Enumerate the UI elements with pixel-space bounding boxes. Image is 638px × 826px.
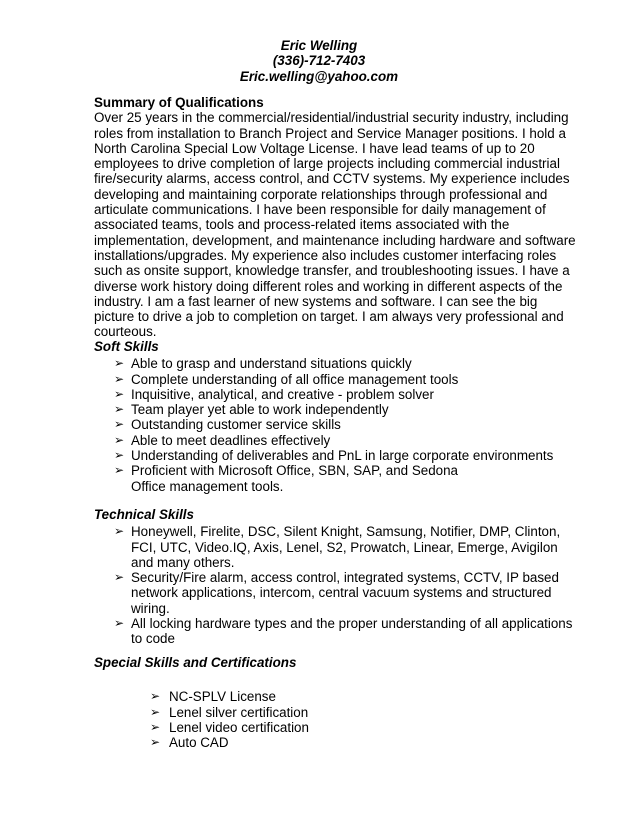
special-skills-section <box>94 655 564 750</box>
summary-line: associated teams, tools and process-related items associated with the <box>94 217 510 233</box>
list-item <box>94 463 564 494</box>
summary-line: North Carolina Special Low Voltage License. I have lead teams of up to 20 <box>94 140 535 156</box>
arrow-bullet-icon: ➢ <box>150 735 161 750</box>
summary-line: developing and maintaining corporate relationships through professional and <box>94 186 548 202</box>
arrow-bullet-icon: ➢ <box>150 719 161 734</box>
arrow-bullet-icon: ➢ <box>114 432 125 447</box>
technical-skills-list <box>94 524 573 647</box>
list-item-text: Team player yet able to work independently <box>131 402 389 418</box>
arrow-bullet-icon: ➢ <box>114 386 125 401</box>
applicant-phone: (336)-712-7403 <box>272 53 366 69</box>
applicant-name: Eric Welling <box>280 38 358 53</box>
summary-line: diverse work history doing different roles and working in different aspects of the <box>94 278 563 294</box>
summary-line: articulate communications. I have been responsible for daily management of <box>94 202 546 218</box>
arrow-bullet-icon: ➢ <box>114 463 125 478</box>
summary-text <box>94 110 576 340</box>
arrow-bullet-icon: ➢ <box>114 356 125 371</box>
list-item-text: Security/Fire alarm, access control, integrated systems, CCTV, IP based <box>131 570 559 586</box>
summary-section <box>94 95 576 340</box>
arrow-bullet-icon: ➢ <box>114 371 125 386</box>
technical-skills-title: Technical Skills <box>94 507 194 522</box>
summary-line: roles from installation to Branch Project and Service Manager positions. I hold a <box>94 125 566 141</box>
arrow-bullet-icon: ➢ <box>150 689 161 704</box>
soft-skills-list <box>94 356 564 494</box>
arrow-bullet-icon: ➢ <box>114 570 125 585</box>
summary-line: Over 25 years in the commercial/residential/industrial security industry, including <box>94 110 569 126</box>
list-item-text: Outstanding customer service skills <box>131 417 341 433</box>
list-item-text: Inquisitive, analytical, and creative - problem solver <box>131 386 434 402</box>
list-item-text: FCI, UTC, Video.IQ, Axis, Lenel, S2, Prowatch, Linear, Emerge, Avigilon <box>131 539 558 555</box>
list-item <box>94 356 564 371</box>
arrow-bullet-icon: ➢ <box>114 524 125 539</box>
list-item <box>94 448 564 463</box>
list-item <box>94 417 564 432</box>
technical-skills-section <box>94 507 573 647</box>
summary-title: Summary of Qualifications <box>94 95 264 110</box>
list-item <box>94 570 564 616</box>
arrow-bullet-icon: ➢ <box>114 402 125 417</box>
list-item <box>94 524 564 570</box>
list-item-text: Honeywell, Firelite, DSC, Silent Knight, Samsung, Notifier, DMP, Clinton, <box>131 524 561 540</box>
applicant-email: Eric.welling@yahoo.com <box>239 68 399 84</box>
contact-header <box>0 38 638 84</box>
list-item <box>94 433 564 448</box>
list-item-text: Understanding of deliverables and PnL in large corporate environments <box>131 448 554 464</box>
list-item-text: Auto CAD <box>169 735 229 751</box>
arrow-bullet-icon: ➢ <box>114 448 125 463</box>
summary-line: fire/security alarms, access control, and CCTV systems. My experience includes <box>94 171 570 187</box>
summary-line: such as onsite support, knowledge transfer, and troubleshooting issues. I have a <box>94 263 570 279</box>
summary-line: implementation, development, and maintenance including hardware and software <box>94 232 576 248</box>
list-item-text: NC-SPLV License <box>169 689 276 705</box>
list-item <box>94 402 564 417</box>
soft-skills-title: Soft Skills <box>94 339 159 354</box>
list-item-text: Proficient with Microsoft Office, SBN, SAP, and Sedona <box>131 463 458 479</box>
list-item <box>94 720 564 735</box>
summary-line: courteous. <box>94 324 157 340</box>
list-item <box>94 735 564 750</box>
list-item-text: Office management tools. <box>131 478 284 494</box>
soft-skills-section <box>94 339 564 494</box>
list-item <box>94 689 564 704</box>
arrow-bullet-icon: ➢ <box>114 616 125 631</box>
list-item <box>94 616 573 647</box>
summary-line: employees to drive completion of large projects including commercial industrial <box>94 156 560 172</box>
list-item-text: All locking hardware types and the proper understanding of all applications <box>131 616 573 632</box>
summary-line: installations/upgrades. My experience also includes customer interfacing roles <box>94 247 557 263</box>
list-item <box>94 387 564 402</box>
list-item <box>94 705 564 720</box>
list-item-text: Complete understanding of all office management tools <box>131 371 459 387</box>
list-item-text: network applications, intercom, central vacuum systems and structured <box>131 585 552 601</box>
arrow-bullet-icon: ➢ <box>150 704 161 719</box>
list-item-text: Lenel video certification <box>169 719 309 735</box>
special-skills-list <box>94 689 564 750</box>
summary-line: picture to drive a job to completion on target. I am always very professional and <box>94 309 564 325</box>
list-item-text: Able to grasp and understand situations quickly <box>131 356 412 372</box>
list-item-text: wiring. <box>131 600 170 616</box>
list-item <box>94 372 564 387</box>
summary-line: industry. I am a fast learner of new systems and software. I can see the big <box>94 293 538 309</box>
arrow-bullet-icon: ➢ <box>114 417 125 432</box>
list-item-text: Able to meet deadlines effectively <box>131 432 331 448</box>
list-item-text: and many others. <box>131 554 235 570</box>
list-item-text: to code <box>131 631 175 647</box>
list-item-text: Lenel silver certification <box>169 704 309 720</box>
special-skills-title: Special Skills and Certifications <box>94 655 297 670</box>
